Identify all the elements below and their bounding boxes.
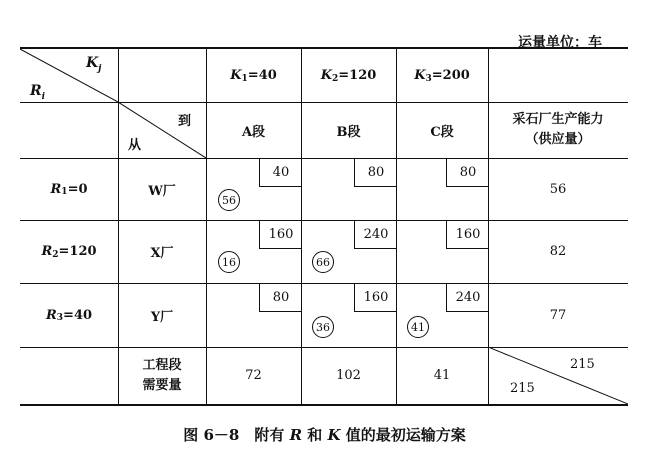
header-k1: K 1 =40 <box>230 68 277 84</box>
section-a: A段 <box>241 124 266 140</box>
from-to-cell <box>118 102 206 158</box>
demand-label-line1: 工程段 <box>142 357 182 373</box>
to-label: 到 <box>178 114 192 129</box>
row3-supply: 77 <box>549 307 567 323</box>
header-k3: K 3 =200 <box>414 68 470 84</box>
row1-cost-b: 80 <box>354 158 397 187</box>
corner-r-label: $R_i$ <box>30 83 46 102</box>
section-b: B段 <box>336 124 361 140</box>
figure-caption: 图 6－8 附有 R 和 K 值的最初运输方案 <box>183 426 466 444</box>
row3-alloc-c: 41 <box>407 316 429 338</box>
section-c: C段 <box>430 124 454 140</box>
row1-r-value: R 1 =0 <box>50 181 88 197</box>
row3-factory: Y厂 <box>150 309 174 325</box>
row2-alloc-a: 16 <box>218 251 240 273</box>
row2-factory: X厂 <box>150 246 174 261</box>
row2-supply: 82 <box>549 244 567 259</box>
row3-cost-c: 240 <box>446 283 489 312</box>
totals-cell <box>488 347 628 404</box>
corner-k-label: $K_j$ <box>86 55 102 74</box>
row2-r-value: R 2 =120 <box>41 244 97 260</box>
row3-r-value: R 3 =40 <box>45 307 93 323</box>
transport-table <box>20 47 628 406</box>
row1-cost-a: 40 <box>259 158 302 187</box>
row3-alloc-b: 36 <box>312 316 334 338</box>
unit-label: 运量单位：车 <box>518 35 602 51</box>
row1-cost-c: 80 <box>446 158 489 187</box>
header-k2: K 2 =120 <box>320 68 377 84</box>
row3-cost-b: 160 <box>354 283 397 312</box>
row2-alloc-b: 66 <box>312 251 334 273</box>
from-label: 从 <box>128 138 142 153</box>
row3-cost-a: 80 <box>259 283 302 312</box>
capacity-header <box>488 102 628 158</box>
row1-alloc-a: 56 <box>218 189 240 211</box>
demand-a: 72 <box>245 368 262 383</box>
capacity-line2: （供应量） <box>525 132 591 147</box>
demand-label <box>118 347 206 404</box>
row2-cost-c: 160 <box>446 220 489 249</box>
row1-factory: W厂 <box>148 183 176 199</box>
total-supply: 215 <box>570 357 595 372</box>
demand-c: 41 <box>433 368 451 383</box>
demand-label-line2: 需要量 <box>142 377 182 393</box>
demand-b: 102 <box>336 368 361 383</box>
row2-cost-a: 160 <box>259 220 302 249</box>
row2-cost-b: 240 <box>354 220 397 249</box>
row1-supply: 56 <box>549 181 567 197</box>
total-demand: 215 <box>510 381 535 396</box>
capacity-line1: 采石厂生产能力 <box>512 112 604 127</box>
